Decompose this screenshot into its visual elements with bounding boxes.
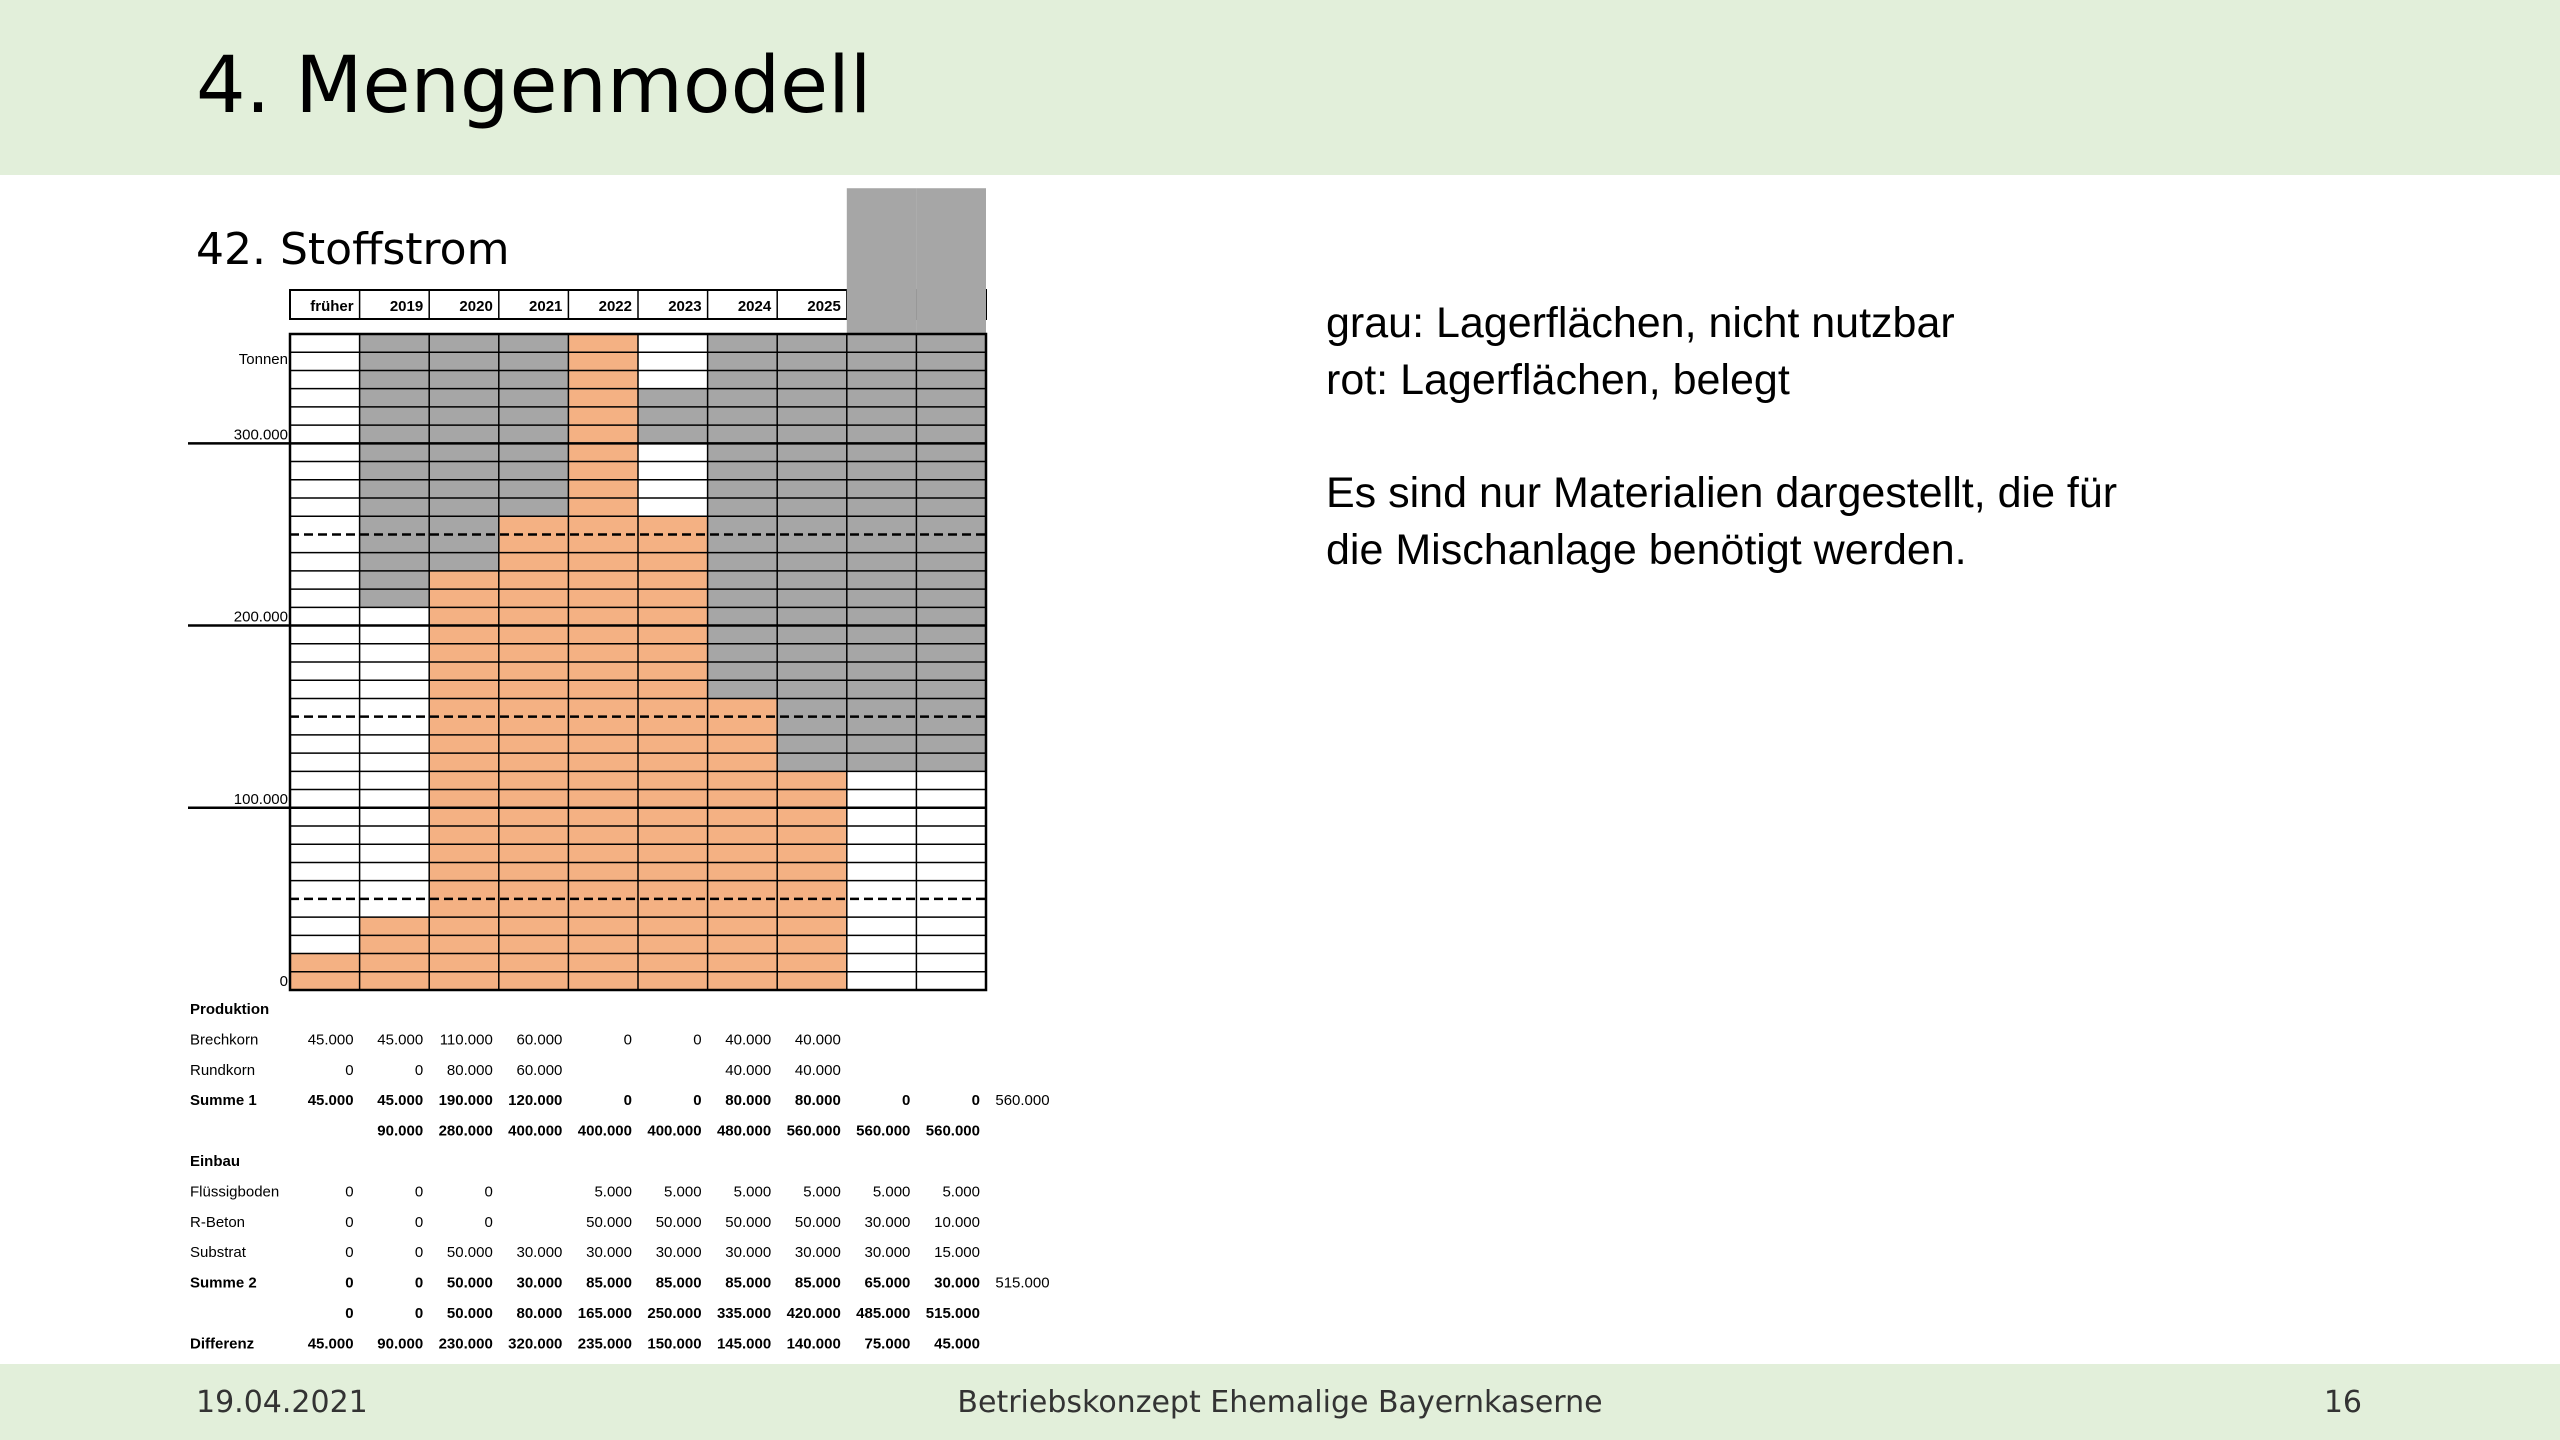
table-total: 515.000	[995, 1274, 1050, 1292]
table-cell: 30.000	[934, 1274, 980, 1292]
table-cell: 30.000	[864, 1244, 911, 1262]
y-tick-label: 200.000	[233, 608, 288, 626]
table-row-label: Produktion	[190, 1001, 270, 1018]
table-cell: 145.000	[716, 1335, 772, 1353]
table-row-label: R-Beton	[190, 1213, 246, 1231]
table-cell: 0	[971, 1092, 980, 1110]
y-axis-label: Tonnen	[238, 351, 288, 368]
table-cell: 10.000	[934, 1213, 980, 1231]
table-cell: 235.000	[577, 1335, 632, 1353]
table-cell: 0	[345, 1213, 354, 1231]
table-cell: 45.000	[377, 1092, 424, 1110]
table-cell: 90.000	[377, 1335, 424, 1353]
bar-unusable-2019	[360, 334, 430, 607]
table-cell: 0	[414, 1274, 424, 1292]
table-cell: 5.000	[733, 1183, 772, 1201]
table-cell: 5.000	[942, 1183, 980, 1201]
table-cell: 250.000	[647, 1305, 702, 1322]
table-row-label: Rundkorn	[190, 1061, 256, 1079]
section-title: 42. Stoffstrom	[196, 224, 510, 275]
year-header-label: 2021	[529, 298, 563, 315]
table-cell: 140.000	[786, 1335, 841, 1353]
table-row-label: Summe 1	[190, 1092, 257, 1110]
table-cell: 50.000	[446, 1305, 493, 1322]
table-cell: 0	[693, 1031, 702, 1049]
table-cell: 30.000	[725, 1244, 772, 1262]
table-cell: 515.000	[925, 1305, 980, 1322]
table-cell: 45.000	[934, 1335, 980, 1353]
year-header-label: früher	[310, 298, 354, 315]
table-cell: 80.000	[446, 1061, 493, 1079]
table-cell: 15.000	[934, 1244, 980, 1262]
table-cell: 0	[345, 1183, 354, 1201]
table-cell: 0	[484, 1183, 493, 1201]
table-cell: 30.000	[516, 1274, 563, 1292]
table-cell: 75.000	[864, 1335, 911, 1353]
table-cell: 0	[623, 1031, 632, 1049]
footer-title: Betriebskonzept Ehemalige Bayernkaserne	[957, 1385, 1603, 1420]
table-cell: 280.000	[438, 1122, 493, 1140]
table-cell: 50.000	[446, 1274, 493, 1292]
table-cell: 165.000	[577, 1305, 632, 1322]
table-cell: 40.000	[725, 1031, 772, 1049]
table-cell: 30.000	[794, 1244, 841, 1262]
table-cell: 30.000	[864, 1213, 911, 1231]
table-row-label: Brechkorn	[190, 1031, 259, 1049]
table-cell: 60.000	[516, 1061, 563, 1079]
table-cell: 30.000	[655, 1244, 702, 1262]
table-cell: 0	[345, 1274, 354, 1292]
table-cell: 80.000	[516, 1305, 563, 1322]
table-cell: 0	[345, 1244, 354, 1262]
table-row-label: Summe 2	[190, 1274, 257, 1292]
table-cell: 5.000	[594, 1183, 632, 1201]
table-cell: 30.000	[516, 1244, 563, 1262]
table-cell: 5.000	[803, 1183, 841, 1201]
legend-line-grey: grau: Lagerflächen, nicht nutzbar	[1326, 299, 1955, 347]
table-cell: 0	[414, 1305, 424, 1322]
table-cell: 40.000	[794, 1031, 841, 1049]
y-tick-label: 300.000	[233, 426, 288, 444]
year-header-label: 2023	[668, 298, 702, 315]
table-cell: 85.000	[655, 1274, 702, 1292]
bar-occupied-2020	[429, 571, 499, 990]
table-cell: 335.000	[716, 1305, 772, 1322]
table-cell: 560.000	[856, 1122, 911, 1140]
year-header-label: 2024	[737, 298, 772, 315]
table-cell: 45.000	[307, 1335, 354, 1353]
table-cell: 50.000	[446, 1244, 493, 1262]
table-cell: 45.000	[377, 1031, 424, 1049]
table-total: 560.000	[995, 1092, 1050, 1110]
table-cell: 45.000	[307, 1031, 354, 1049]
table-cell: 60.000	[516, 1031, 563, 1049]
table-cell: 150.000	[647, 1335, 702, 1353]
table-cell: 65.000	[864, 1274, 911, 1292]
year-header-label: 2022	[598, 298, 632, 315]
table-cell: 50.000	[725, 1213, 772, 1231]
table-cell: 0	[345, 1061, 354, 1079]
table-cell: 0	[345, 1305, 354, 1322]
table-cell: 50.000	[655, 1213, 702, 1231]
year-header-label: 2020	[459, 298, 493, 315]
table-cell: 480.000	[716, 1122, 772, 1140]
table-row-label: Substrat	[190, 1244, 246, 1262]
table-cell: 420.000	[786, 1305, 841, 1322]
table-cell: 0	[484, 1213, 493, 1231]
table-cell: 85.000	[725, 1274, 772, 1292]
y-tick-label: 0	[279, 973, 288, 990]
table-cell: 90.000	[377, 1122, 424, 1140]
table-cell: 0	[902, 1092, 911, 1110]
table-row-label: Einbau	[190, 1153, 241, 1170]
year-header-label: 2025	[807, 298, 841, 315]
table-cell: 50.000	[586, 1213, 632, 1231]
page-title: 4. Mengenmodell	[196, 41, 872, 131]
table-cell: 400.000	[647, 1122, 702, 1140]
table-cell: 485.000	[856, 1305, 911, 1322]
table-row-label: Differenz	[190, 1335, 255, 1353]
table-cell: 560.000	[925, 1122, 980, 1140]
table-cell: 5.000	[872, 1183, 911, 1201]
table-cell: 0	[693, 1092, 702, 1110]
table-cell: 50.000	[794, 1213, 841, 1231]
footer-page-number: 16	[2323, 1385, 2362, 1420]
table-cell: 5.000	[664, 1183, 702, 1201]
table-cell: 45.000	[307, 1092, 354, 1110]
table-cell: 40.000	[725, 1061, 772, 1079]
table-cell: 85.000	[586, 1274, 632, 1292]
table-cell: 85.000	[794, 1274, 841, 1292]
table-cell: 80.000	[725, 1092, 772, 1110]
table-cell: 230.000	[438, 1335, 493, 1353]
table-cell: 0	[414, 1183, 424, 1201]
table-cell: 40.000	[794, 1061, 841, 1079]
legend-note-line-2: die Mischanlage benötigt werden.	[1326, 526, 1967, 574]
legend-line-red: rot: Lagerflächen, belegt	[1326, 356, 1790, 404]
table-cell: 400.000	[508, 1122, 563, 1140]
table-cell: 190.000	[438, 1092, 493, 1110]
table-cell: 560.000	[786, 1122, 841, 1140]
table-cell: 320.000	[508, 1335, 563, 1353]
legend-note-line-1: Es sind nur Materialien dargestellt, die für	[1326, 469, 2118, 517]
table-cell: 80.000	[794, 1092, 841, 1110]
table-cell: 0	[414, 1213, 424, 1231]
footer-date: 19.04.2021	[196, 1385, 368, 1420]
bar-unusable-2023	[638, 389, 708, 444]
table-cell: 110.000	[439, 1031, 493, 1049]
year-header-label: 2019	[389, 298, 424, 315]
table-row-label: Flüssigboden	[190, 1183, 280, 1201]
table-cell: 120.000	[508, 1092, 563, 1110]
table-cell: 0	[414, 1061, 424, 1079]
table-cell: 0	[623, 1092, 632, 1110]
table-cell: 400.000	[577, 1122, 632, 1140]
table-cell: 0	[414, 1244, 424, 1262]
y-tick-label: 100.000	[233, 790, 288, 808]
table-cell: 30.000	[586, 1244, 632, 1262]
